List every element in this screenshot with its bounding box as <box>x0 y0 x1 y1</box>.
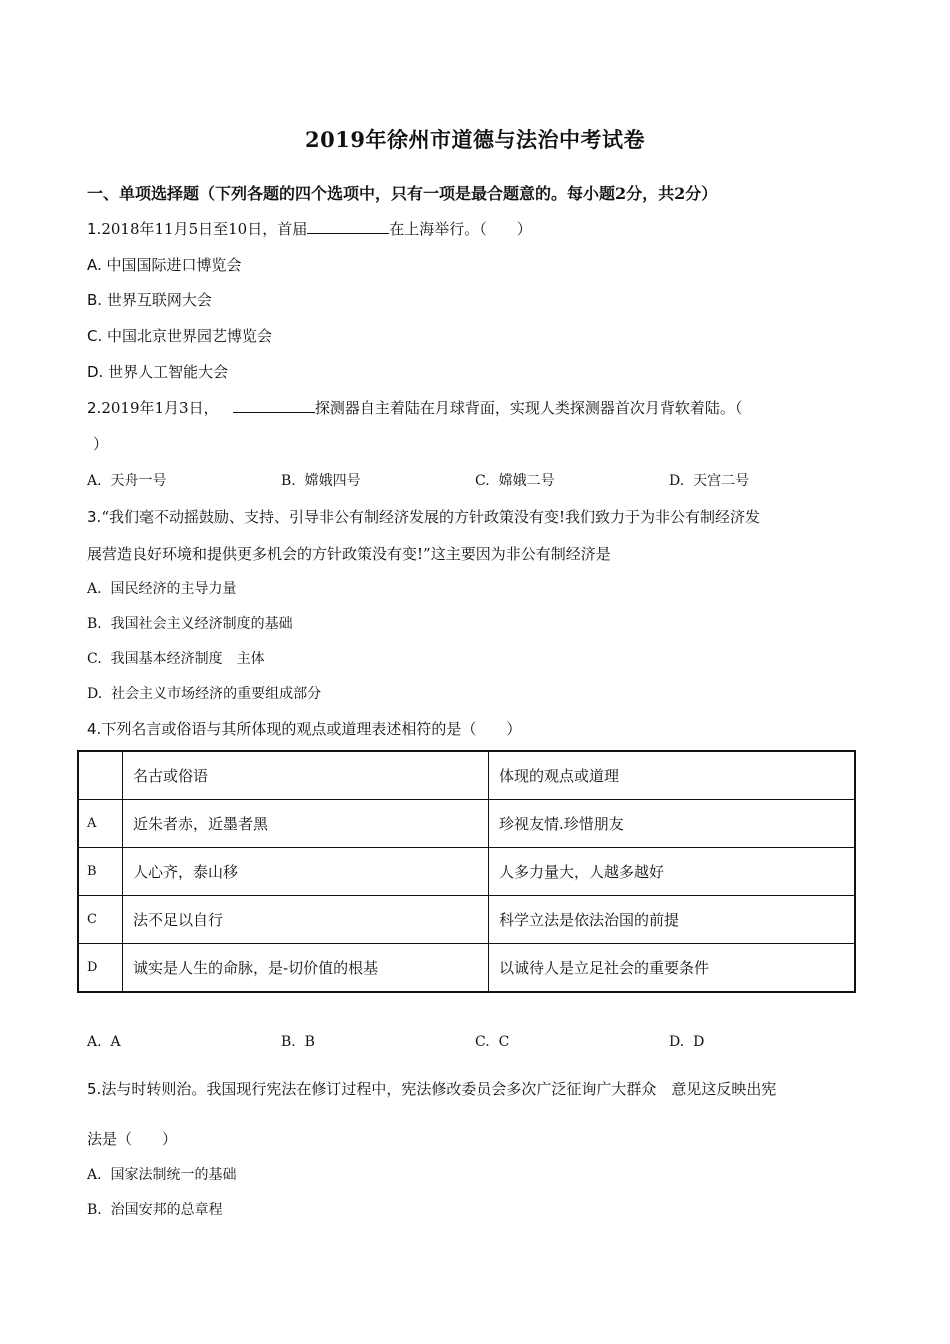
table-cell: 法不足以自行 <box>123 896 489 944</box>
question-3-stem <box>87 507 760 527</box>
question-number: 5. <box>87 1080 102 1098</box>
question-number: 2. <box>87 399 102 417</box>
section-heading: 一、单项选择题（下列各题的四个选项中，只有一项是最合题意的。每小题2分，共2分） <box>87 184 718 203</box>
table-header-cell <box>78 751 123 800</box>
table-cell: 人心齐，泰山移 <box>123 848 489 896</box>
question-2-stem-end: ） <box>93 435 109 453</box>
option-a: A. 中国国际进口博览会 <box>87 256 242 274</box>
answer-blank <box>233 398 315 413</box>
table-cell: 诚实是人生的命脉，是-切价值的根基 <box>123 944 489 993</box>
option-d: D. 世界人工智能大会 <box>87 363 229 381</box>
table-cell: 以诚待人是立足社会的重要条件 <box>489 944 856 993</box>
question-text: 2018年11月5日至10日，首届 <box>101 220 308 238</box>
question-4-stem <box>87 719 521 739</box>
option-c: C. 我国基本经济制度 主体 <box>87 651 265 667</box>
table-row <box>78 944 855 993</box>
option-b: B. 嫦娥四号 <box>281 473 361 489</box>
question-2-stem <box>87 398 742 418</box>
option-a: A. 国家法制统一的基础 <box>87 1167 237 1183</box>
question-text: 2019年1月3日， <box>101 399 219 417</box>
question-3-stem-line2: 展营造良好环境和提供更多机会的方针政策没有变!”这主要因为非公有制经济是 <box>87 545 611 563</box>
table-row <box>78 896 855 944</box>
table-cell: C <box>78 896 123 944</box>
question-5-stem-line2: 法是（ ） <box>87 1130 178 1148</box>
question-text: 探测器自主着陆在月球背面，实现人类探测器首次月背软着陆。（ <box>314 399 743 417</box>
table-header-cell: 体现的观点或道理 <box>489 751 856 800</box>
option-c: C. C <box>475 1034 510 1050</box>
option-b: B. 世界互联网大会 <box>87 291 212 309</box>
option-b: B. 治国安邦的总章程 <box>87 1202 223 1218</box>
quote-table <box>77 750 856 993</box>
question-text: 在上海举行。（ ） <box>389 220 532 238</box>
table-cell: B <box>78 848 123 896</box>
option-a: A. 天舟一号 <box>87 473 167 489</box>
question-text: “我们毫不动摇鼓励、支持、引导非公有制经济发展的方针政策没有变!我们致力于为非公有制经济发 <box>101 508 761 526</box>
table-row <box>78 848 855 896</box>
table-header-row <box>78 751 855 800</box>
table-cell: 珍视友情.珍惜朋友 <box>489 800 856 848</box>
table-cell: D <box>78 944 123 993</box>
table-cell: 科学立法是依法治国的前提 <box>489 896 856 944</box>
option-d: D. D <box>669 1034 705 1050</box>
table-header-cell: 名古或俗语 <box>123 751 489 800</box>
table-cell: A <box>78 800 123 848</box>
question-number: 3. <box>87 508 102 526</box>
table-row <box>78 800 855 848</box>
question-number: 4. <box>87 720 102 738</box>
option-b: B. 我国社会主义经济制度的基础 <box>87 616 293 632</box>
question-5-stem <box>87 1079 776 1099</box>
table-cell: 近朱者赤，近墨者黑 <box>123 800 489 848</box>
option-b: B. B <box>281 1034 315 1050</box>
question-text: 法与时转则治。我国现行宪法在修订过程中，宪法修改委员会多次广泛征询广大群众 意见这反映出宪 <box>101 1080 777 1098</box>
option-d: D. 天宫二号 <box>669 473 750 489</box>
question-number: 1. <box>87 220 102 238</box>
option-a: A. A <box>87 1034 121 1050</box>
table-cell: 人多力量大，人越多越好 <box>489 848 856 896</box>
question-1-stem <box>87 219 532 239</box>
option-c: C. 中国北京世界园艺博览会 <box>87 327 273 345</box>
option-a: A. 国民经济的主导力量 <box>87 581 237 597</box>
question-text: 下列名言或俗语与其所体现的观点或道理表述相符的是（ ） <box>101 720 522 738</box>
option-d: D. 社会主义市场经济的重要组成部分 <box>87 686 322 702</box>
answer-blank <box>307 219 389 234</box>
page-title: 2019年徐州市道德与法治中考试卷 <box>305 127 645 152</box>
option-c: C. 嫦娥二号 <box>475 473 555 489</box>
